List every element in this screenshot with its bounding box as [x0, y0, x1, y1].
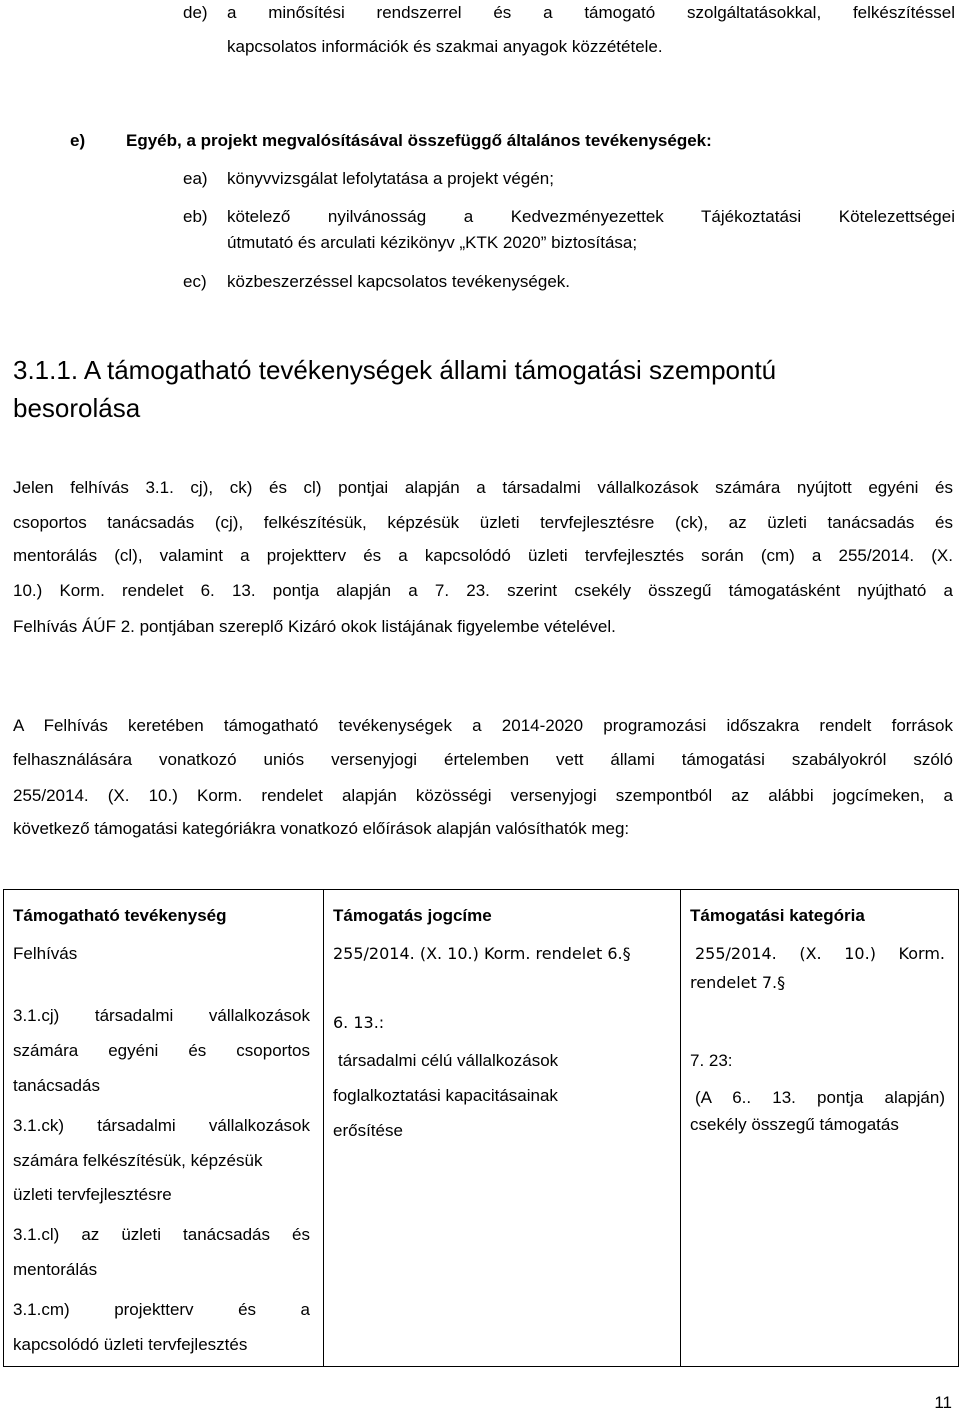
item-eb-line1: kötelező nyilvánosság a Kedvezményezettek Tájékoztatási Kötelezettségei	[227, 207, 955, 226]
activity-ck-line: 3.1.ck) társadalmi vállalkozások	[13, 1116, 310, 1135]
col-category	[681, 890, 959, 1367]
category-7-23: 7. 23:	[690, 1051, 733, 1070]
legal-6-13	[333, 1013, 384, 1032]
sub-regulation-line2	[690, 973, 785, 992]
para1-line: 10.) Korm. rendelet 6. 13. pontja alapján a 7. 23. szerint csekély összegű támogatásként nyújtható a	[13, 581, 953, 600]
item-de-line1: a minősítési rendszerrel és a támogató szolgáltatásokkal, felkészítéssel	[227, 3, 955, 22]
section-heading	[13, 351, 776, 427]
para2-line: 255/2014. (X. 10.) Korm. rendelet alapján közösségi versenyjogi szempontból az alábbi jogcímeken, a	[13, 786, 953, 805]
regulation-7-text: rendelet 7.	[690, 973, 778, 992]
activity-cl-line: 3.1.cl) az üzleti tanácsadás és	[13, 1225, 310, 1244]
activity-cj-line: 3.1.cj) társadalmi vállalkozások	[13, 1006, 310, 1025]
header-category: Támogatási kategória	[690, 906, 865, 925]
para1-line: mentorálás (cl), valamint a projektterv és a kapcsolódó üzleti tervfejlesztés során (cm) a 255/2014. (X.	[13, 546, 953, 565]
legal-desc-line: társadalmi célú vállalkozások	[338, 1051, 559, 1070]
sub-felhivas: Felhívás	[13, 944, 78, 963]
activity-cj-line: számára egyéni és csoportos	[13, 1041, 310, 1060]
activity-cl-line: mentorálás	[13, 1260, 98, 1279]
page-number: 11	[934, 1393, 952, 1412]
activity-cm-line: 3.1.cm) projektterv és a	[13, 1300, 310, 1319]
sub-regulation-6	[333, 944, 631, 963]
sub-regulation-line1: 255/2014. (X. 10.) Korm.	[695, 944, 945, 963]
activity-ck-line: számára felkészítésük, képzésük	[13, 1151, 263, 1170]
item-ea-label: ea)	[183, 169, 208, 188]
category-basis: (A 6.. 13. pontja alapján)	[695, 1088, 945, 1107]
item-eb-line2: útmutató és arculati kézikönyv „KTK 2020” biztosítása;	[227, 233, 638, 252]
col-legal-basis	[324, 890, 681, 1367]
item-e-label: e)	[70, 131, 86, 150]
para1-line: Jelen felhívás 3.1. cj), ck) és cl) pontjai alapján a társadalmi vállalkozások számára nyújtott egyéni és	[13, 478, 953, 497]
section-symbol: §	[622, 944, 631, 963]
para2-line: következő támogatási kategóriákra vonatkozó előírások alapján valósíthatók meg:	[13, 819, 630, 838]
section-symbol: §	[777, 973, 786, 992]
item-ea-text: könyvvizsgálat lefolytatása a projekt végén;	[227, 169, 554, 188]
regulation-6-text: 255/2014. (X. 10.) Korm. rendelet 6.	[333, 944, 623, 963]
para1-line: Felhívás ÁÚF 2. pontjában szereplő Kizáró okok listájának figyelembe vételével.	[13, 617, 616, 636]
category-de-minimis: csekély összegű támogatás	[690, 1115, 899, 1134]
section-heading-line2: besorolása	[13, 393, 141, 423]
col-activity	[4, 890, 324, 1367]
activity-ck-line: üzleti tervfejlesztésre	[13, 1185, 172, 1204]
section-heading-line1: 3.1.1. A támogatható tevékenységek állami támogatási szempontú	[13, 355, 777, 385]
item-ec-label: ec)	[183, 272, 207, 291]
item-de-line2: kapcsolatos információk és szakmai anyagok közzététele.	[227, 37, 663, 56]
legal-desc-line: erősítése	[333, 1121, 403, 1140]
item-de-label: de)	[183, 3, 208, 22]
item-ec-text: közbeszerzéssel kapcsolatos tevékenységek.	[227, 272, 571, 291]
support-table	[3, 889, 959, 1367]
header-activity: Támogatható tevékenység	[13, 906, 227, 925]
para1-line: csoportos tanácsadás (cj), felkészítésük, képzésük üzleti tervfejlesztésre (ck), az üzleti tanácsadás és	[13, 513, 953, 532]
activity-cj-line: tanácsadás	[13, 1076, 100, 1095]
para2-line: felhasználására vonatkozó uniós versenyjogi értelemben vett állami támogatási szabályokról szóló	[13, 750, 953, 769]
legal-6-13-text: 6. 13.:	[333, 1013, 385, 1032]
legal-desc-line: foglalkoztatási kapacitásainak	[333, 1086, 558, 1105]
activity-cm-line: kapcsolódó üzleti tervfejlesztés	[13, 1335, 248, 1354]
item-e-text: Egyéb, a projekt megvalósításával összefüggő általános tevékenységek:	[126, 131, 712, 150]
header-legal-basis: Támogatás jogcíme	[333, 906, 492, 925]
para2-line: A Felhívás keretében támogatható tevékenységek a 2014-2020 programozási időszakra rendelt források	[13, 716, 953, 735]
item-eb-label: eb)	[183, 207, 208, 226]
